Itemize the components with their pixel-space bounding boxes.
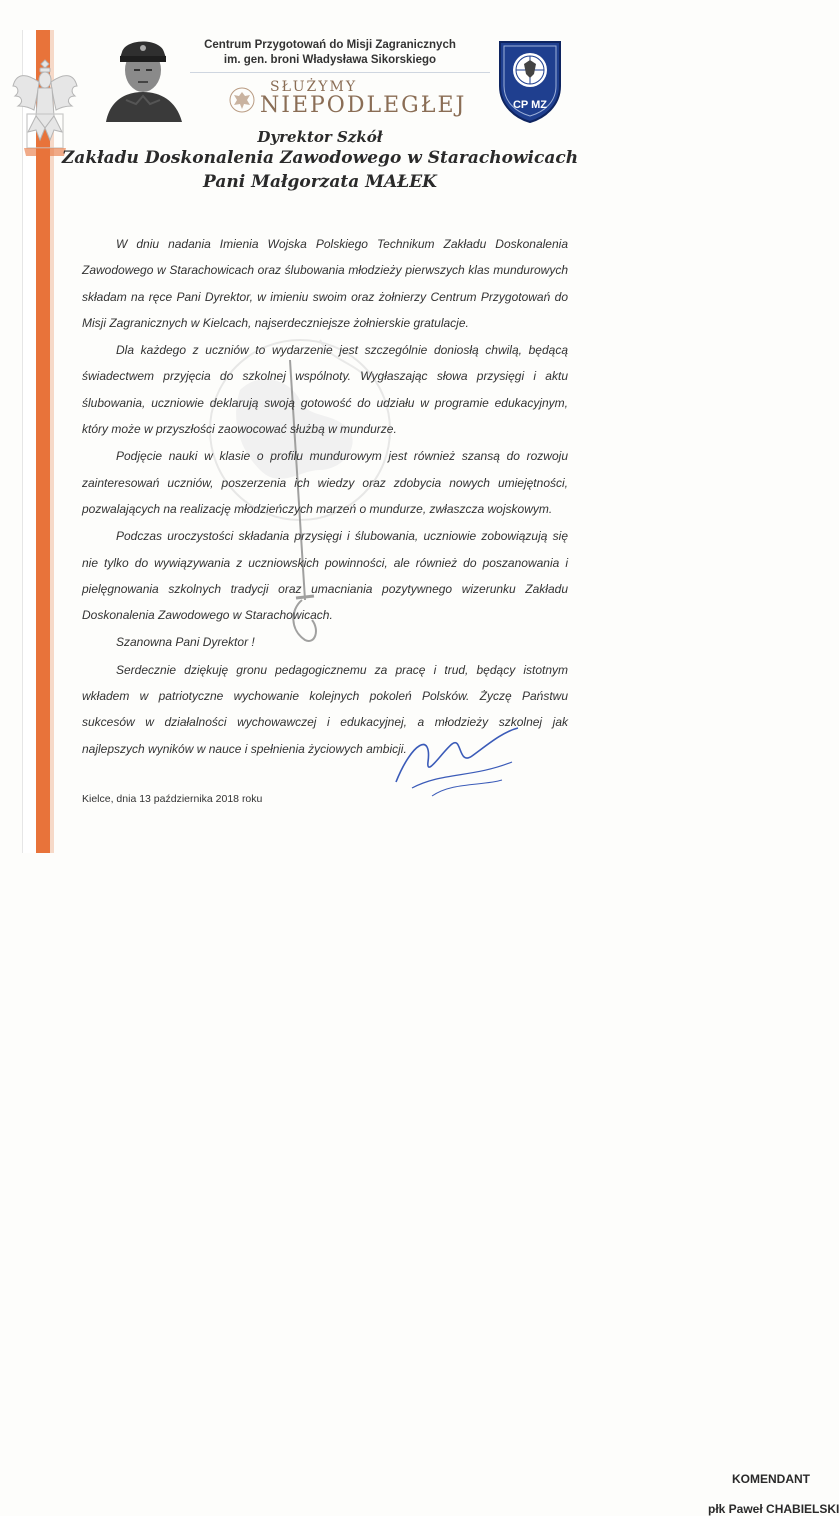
paragraph-4: Podczas uroczystości składania przysięgi i ślubowania, uczniowie zobowiązują się nie tylko do wywiązywania z uczniowskich powinności, ale również do poszanowania i pielęgnowania szkolnych tradycji oraz umacniania pozytywnego wizerunku Zakładu Doskonalenia Zawodowego w Starachowicach. [82,529,568,623]
signatory-title: KOMENDANT [732,1472,810,1486]
letter-body [82,231,568,762]
cpmz-badge-text: CP MZ [512,99,548,111]
paragraph-5: Serdecznie dziękuję gronu pedagogicznemu za pracę i trud, będący istotnym wkładem w patriotyczne wychowanie kolejnych pokoleń Polsków. Życzę Państwu sukcesów w działalności wychowawczej i edukacyjnej, a młodzieży szkolnej jak najlepszych wyników w nauce i spełnienia życiowych ambicji. [82,662,568,756]
header-organization [190,38,470,68]
organization-name: Centrum Przygotowań do Misji Zagranicznych [204,39,456,51]
small-eagle-icon [228,86,256,114]
general-portrait-image [96,30,191,122]
addressee-name: Pani Małgorzata MAŁEK [203,172,437,192]
cpmz-badge-icon [494,34,566,124]
slogan-line1: SŁUŻYMY [270,79,358,95]
greeting: Szanowna Pani Dyrektor ! [116,635,255,650]
handwritten-signature-icon [392,722,522,802]
slogan-line2: NIEPODLEGŁEJ [260,93,467,118]
paragraph-1: W dniu nadania Imienia Wojska Polskiego Technikum Zakładu Doskonalenia Zawodowego w Starachowicach oraz ślubowania młodzieży pierwszych klas mundurowych składam na ręce Pani Dyrektor, w imieniu swoim oraz żołnierzy Centrum Przygotowań do Misji Zagranicznych w Kielcach, najserdeczniejsze żołnierskie gratulacje. [82,237,568,330]
paragraph-2: Dla każdego z uczniów to wydarzenie jest szczególnie doniosłą chwilą, będącą świadectwem przyjęcia do szkolnej wspólnoty. Wygłaszając słowa przysięgi i aktu ślubowania, uczniowie deklarują swoją gotowość do udziału w programie edukacyjnym, który może w przyszłości zaowocować służbą w mundurze. [82,343,568,437]
place-date: Kielce, dnia 13 października 2018 roku [82,793,263,805]
addressee-title: Dyrektor Szkół [257,128,383,146]
organization-patron: im. gen. broni Władysława Sikorskiego [223,54,437,66]
header-divider [190,72,490,73]
paragraph-3: Podjęcie nauki w klasie o profilu mundurowym jest również szansą do rozwoju zainteresowań uczniów, poszerzenia ich wiedzy oraz zdobycia nowych umiejętności, pozwalających na realizację młodzieńczych marzeń o mundurze, zwłaszcza wojskowym. [82,449,568,516]
signatory-name: płk Paweł CHABIELSKI [708,1502,839,1516]
addressee-institution: Zakładu Doskonalenia Zawodowego w Starachowicach [61,148,579,168]
